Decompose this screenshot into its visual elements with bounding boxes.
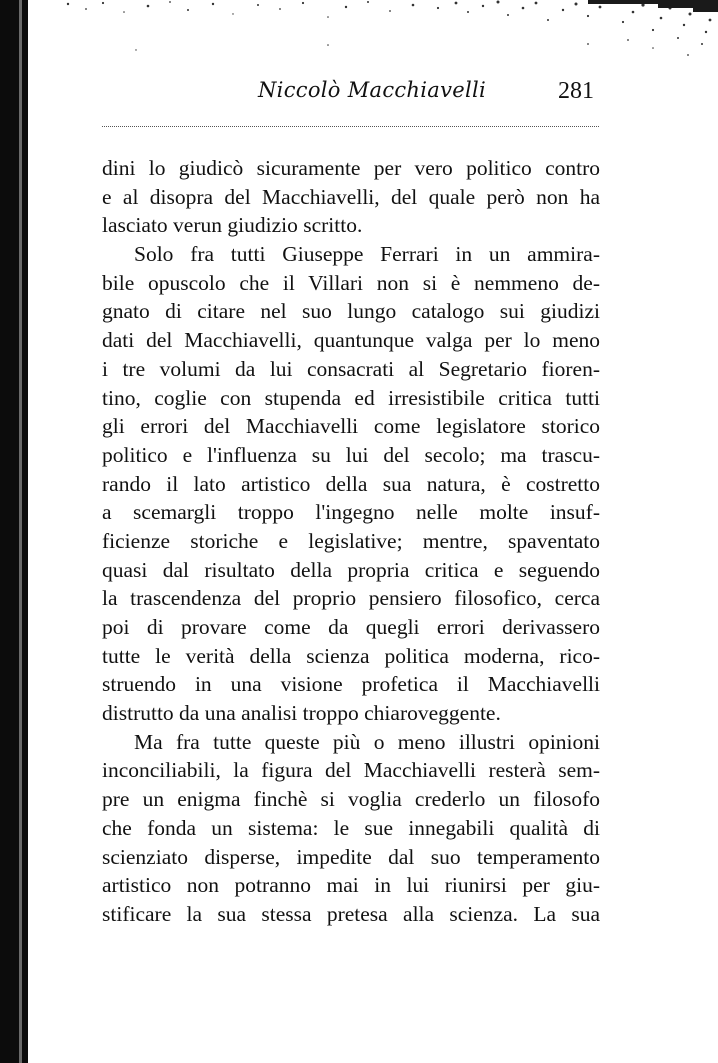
text-line: politico e l'influenza su lui del secolo; ma trascu- <box>102 442 600 467</box>
text-line: distrutto da una analisi troppo chiaroveggente. <box>102 701 501 726</box>
text-line: inconciliabili, la figura del Macchiavelli resterà sem- <box>102 758 600 783</box>
scan-noise <box>28 0 718 60</box>
text-line: gnato di citare nel suo lungo catalogo sui giudizi <box>102 299 600 324</box>
text-line: che fonda un sistema: le sue innegabili qualità di <box>102 815 600 840</box>
body-text <box>102 154 600 929</box>
text-line: dini lo giudicò sicuramente per vero politico contro <box>102 156 600 180</box>
text-line: artistico non potranno mai in lui riunirsi per giu- <box>102 873 600 898</box>
text-line: struendo in una visione profetica il Macchiavelli <box>102 672 600 697</box>
text-line: la trascendenza del proprio pensiero filosofico, cerca <box>102 586 600 611</box>
text-line: gli errori del Macchiavelli come legislatore storico <box>102 414 600 439</box>
page-binding-edge <box>0 0 28 1063</box>
header-rule <box>102 126 599 127</box>
page-header <box>100 76 600 108</box>
text-line: ficienze storiche e legislative; mentre, spaventato <box>102 528 600 553</box>
text-line: quasi dal risultato della propria critica e seguendo <box>102 557 600 582</box>
text-line: tutte le verità della scienza politica moderna, rico- <box>102 643 600 668</box>
text-line: Ma fra tutte queste più o meno illustri opinioni <box>134 729 600 754</box>
text-line: tino, coglie con stupenda ed irresistibile critica tutti <box>102 385 600 410</box>
text-line: poi di provare come da quegli errori derivassero <box>102 615 600 639</box>
text-line: pre un enigma finchè si voglia crederlo un filosofo <box>102 787 600 812</box>
text-line: dati del Macchiavelli, quantunque valga per lo meno <box>102 328 600 353</box>
running-head: Niccolò Macchiavelli <box>258 78 487 102</box>
text-line: a scemargli troppo l'ingegno nelle molte insuf- <box>102 500 600 525</box>
text-line: Solo fra tutti Giuseppe Ferrari in un ammira- <box>134 242 600 267</box>
text-line: bile opuscolo che il Villari non si è nemmeno de- <box>102 270 600 295</box>
text-line: lasciato verun giudizio scritto. <box>102 213 363 238</box>
text-line: e al disopra del Macchiavelli, del quale però non ha <box>102 184 600 209</box>
binding-highlight <box>19 0 22 1063</box>
text-line: scienziato disperse, impedite dal suo temperamento <box>102 844 600 869</box>
text-line: rando il lato artistico della sua natura, è costretto <box>102 471 600 496</box>
text-line: i tre volumi da lui consacrati al Segretario fioren- <box>102 356 600 381</box>
text-line: stificare la sua stessa pretesa alla scienza. La sua <box>102 901 600 926</box>
page-number: 281 <box>558 78 594 104</box>
